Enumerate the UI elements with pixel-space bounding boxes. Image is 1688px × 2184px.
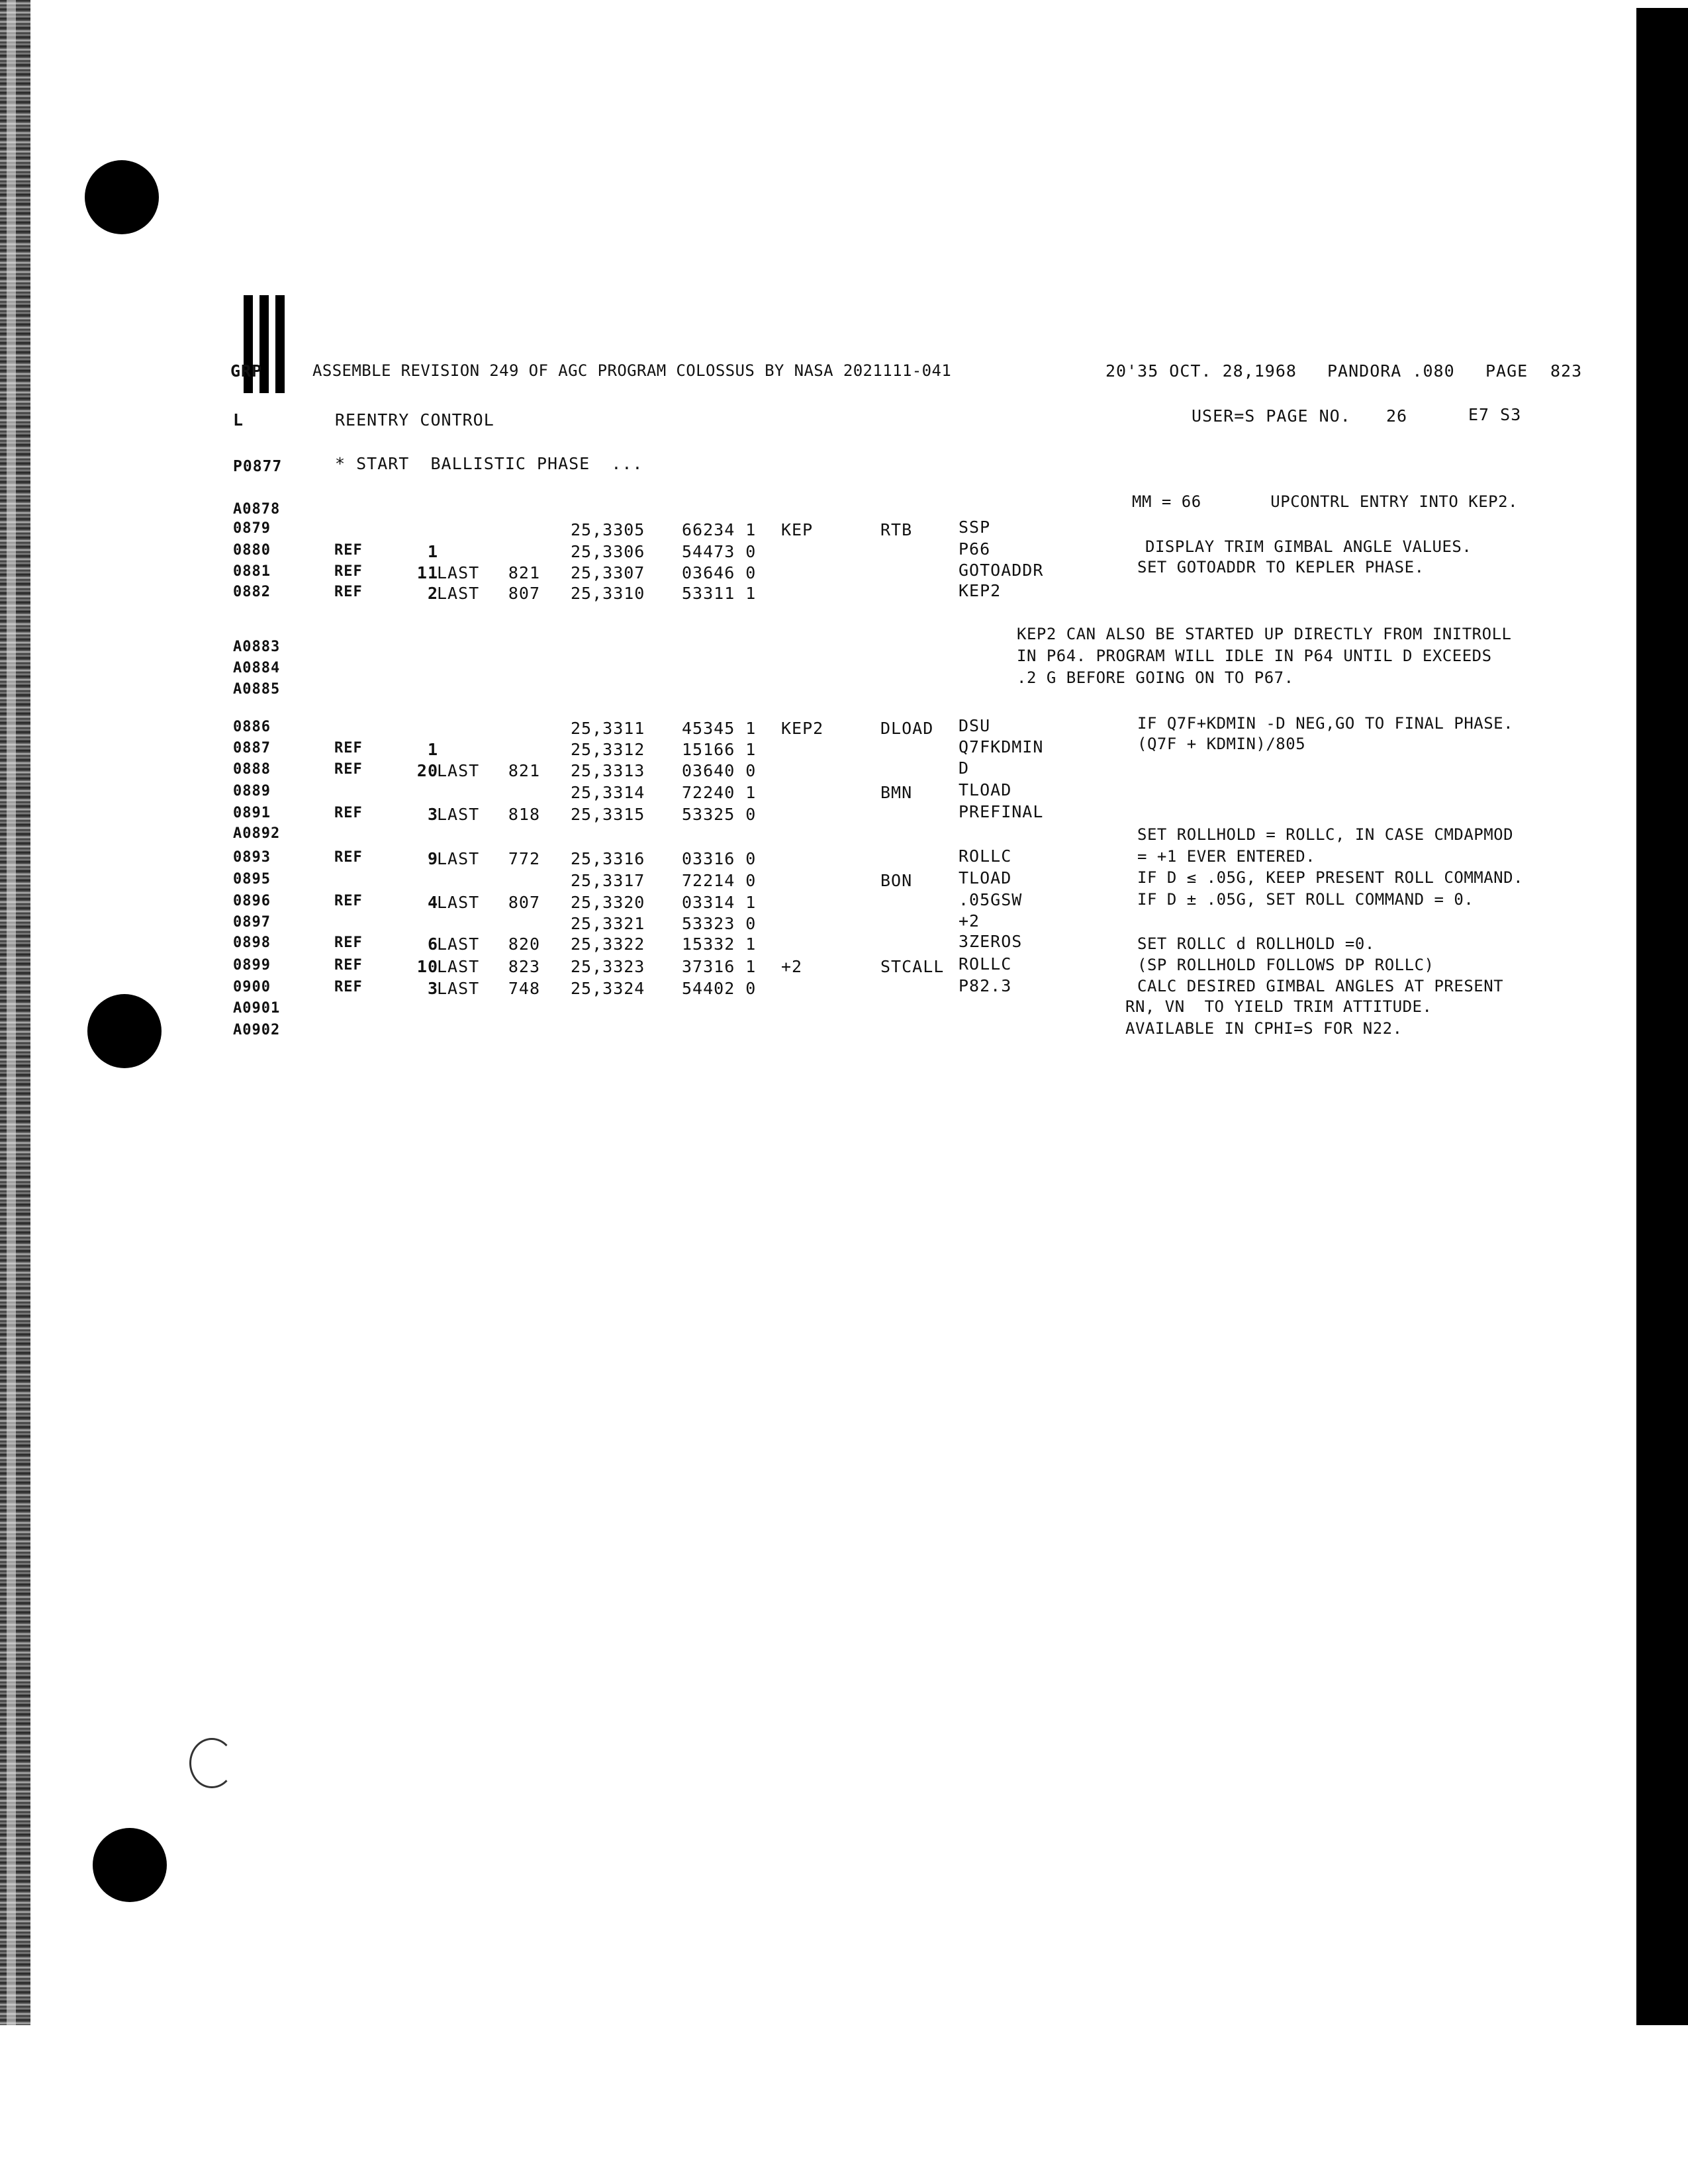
page-number: 823: [1550, 361, 1583, 381]
listing-addr: 25,3316: [571, 849, 645, 868]
listing-addr: 25,3320: [571, 893, 645, 912]
listing-n: 20: [416, 761, 438, 780]
listing-n: 4: [427, 893, 438, 912]
listing-ref: REF: [334, 957, 363, 974]
listing-op: BON: [880, 871, 913, 890]
listing-id: 0899: [233, 957, 271, 974]
listing-id: 0895: [233, 871, 271, 887]
listing-word: 72240 1: [682, 783, 757, 802]
listing-ref: REF: [334, 893, 363, 909]
listing-addr: 25,3324: [571, 979, 645, 998]
listing-addr: 25,3313: [571, 761, 645, 780]
listing-op: BMN: [880, 783, 913, 802]
listing-operand: +2: [959, 911, 980, 931]
listing-comment: DISPLAY TRIM GIMBAL ANGLE VALUES.: [1145, 537, 1472, 556]
scan-left-edge-highlight: [7, 0, 16, 2025]
listing-comment: IN P64. PROGRAM WILL IDLE IN P64 UNTIL D EXCEEDS: [1017, 647, 1492, 665]
listing-operand: Q7FKDMIN: [959, 737, 1044, 756]
listing-comment: KEP2 CAN ALSO BE STARTED UP DIRECTLY FROM INITROLL: [1017, 625, 1512, 643]
listing-addr: 25,3310: [571, 584, 645, 603]
listing-id: 0886: [233, 719, 271, 735]
listing-id: 0887: [233, 740, 271, 756]
listing-ref: REF: [334, 805, 363, 821]
listing-word: 53325 0: [682, 805, 757, 824]
listing-operand: ROLLC: [959, 846, 1012, 866]
listing-ref: REF: [334, 563, 363, 580]
listing-operand: P66: [959, 539, 991, 559]
listing-id: A0892: [233, 825, 281, 842]
punch-hole-middle: [87, 994, 162, 1068]
listing-word: 15332 1: [682, 934, 757, 954]
listing-word: 37316 1: [682, 957, 757, 976]
listing-operand: DSU: [959, 716, 991, 735]
listing-word: 03314 1: [682, 893, 757, 912]
listing-ln: 821: [508, 563, 540, 582]
listing-n: 10: [416, 957, 438, 976]
listing-comment: (SP ROLLHOLD FOLLOWS DP ROLLC): [1137, 956, 1434, 974]
listing-label: KEP2: [781, 719, 824, 738]
listing-operand: TLOAD: [959, 868, 1012, 887]
listing-n: 11: [416, 563, 438, 582]
listing-id: 0898: [233, 934, 271, 951]
listing-ref: REF: [334, 542, 363, 559]
user-page-label: USER=S PAGE NO.: [1192, 406, 1351, 426]
listing-n: 1: [427, 740, 438, 759]
listing-operand: GOTOADDR: [959, 561, 1044, 580]
listing-op: DLOAD: [880, 719, 934, 738]
listing-id: 0891: [233, 805, 271, 821]
listing-addr: 25,3307: [571, 563, 645, 582]
listing-addr: 25,3321: [571, 914, 645, 933]
listing-id: 0888: [233, 761, 271, 778]
listing-operand: SSP: [959, 518, 991, 537]
page-id: GRP: [230, 361, 263, 381]
listing-comment: IF D ≤ .05G, KEEP PRESENT ROLL COMMAND.: [1137, 868, 1524, 887]
listing-last: LAST: [437, 761, 480, 780]
listing-comment: SET ROLLC d ROLLHOLD =0.: [1137, 934, 1375, 953]
listing-label: KEP: [781, 520, 814, 539]
marker-bar-3: [275, 295, 285, 393]
listing-word: 72214 0: [682, 871, 757, 890]
listing-id: 0881: [233, 563, 271, 580]
listing-id: 0889: [233, 783, 271, 799]
binder-ring-mark: [189, 1738, 234, 1788]
listing-id: 0900: [233, 979, 271, 995]
listing-word: 03640 0: [682, 761, 757, 780]
listing-ref: REF: [334, 761, 363, 778]
listing-ref: REF: [334, 849, 363, 866]
listing-id: 0879: [233, 520, 271, 537]
scan-right-edge: [1636, 8, 1688, 2025]
listing-id: A0902: [233, 1022, 281, 1038]
listing-word: 03646 0: [682, 563, 757, 582]
section-name: REENTRY CONTROL: [335, 410, 494, 430]
listing-comment: (Q7F + KDMIN)/805: [1137, 735, 1306, 753]
listing-operand: PREFINAL: [959, 802, 1044, 821]
listing-addr: 25,3323: [571, 957, 645, 976]
listing-operand: P82.3: [959, 976, 1012, 995]
assembly-datetime: 20'35 OCT. 28,1968: [1105, 361, 1297, 381]
listing-word: 54402 0: [682, 979, 757, 998]
listing-last: LAST: [437, 805, 480, 824]
heading-line-id: P0877: [233, 458, 283, 475]
listing-id: 0893: [233, 849, 271, 866]
listing-comment: .2 G BEFORE GOING ON TO P67.: [1017, 668, 1294, 687]
listing-word: 45345 1: [682, 719, 757, 738]
listing-addr: 25,3317: [571, 871, 645, 890]
listing-last: LAST: [437, 584, 480, 603]
page-label: PAGE: [1485, 361, 1528, 381]
listing-ln: 772: [508, 849, 540, 868]
listing-label: +2: [781, 957, 803, 976]
listing-ln: 823: [508, 957, 540, 976]
listing-last: LAST: [437, 563, 480, 582]
listing-operand: ROLLC: [959, 954, 1012, 974]
listing-id: 0897: [233, 914, 271, 931]
listing-ref: REF: [334, 979, 363, 995]
listing-addr: 25,3311: [571, 719, 645, 738]
listing-op: RTB: [880, 520, 913, 539]
user-page-number: 26: [1386, 406, 1408, 426]
listing-word: 54473 0: [682, 542, 757, 561]
listing-addr: 25,3305: [571, 520, 645, 539]
listing-ln: 821: [508, 761, 540, 780]
listing-id: A0878: [233, 501, 281, 518]
listing-comment: IF D ± .05G, SET ROLL COMMAND = 0.: [1137, 890, 1474, 909]
listing-op: STCALL: [880, 957, 945, 976]
listing-addr: 25,3314: [571, 783, 645, 802]
listing-id: 0896: [233, 893, 271, 909]
listing-ln: 807: [508, 893, 540, 912]
listing-addr: 25,3306: [571, 542, 645, 561]
listing-n: 1: [427, 542, 438, 561]
listing-n: 9: [427, 849, 438, 868]
listing-ln: 807: [508, 584, 540, 603]
listing-ref: REF: [334, 584, 363, 600]
listing-id: A0884: [233, 660, 281, 676]
listing-id: A0901: [233, 1000, 281, 1017]
listing-operand: 3ZEROS: [959, 932, 1023, 951]
listing-operand: .05GSW: [959, 890, 1023, 909]
listing-operand: D: [959, 758, 970, 778]
punch-hole-top: [85, 160, 159, 234]
listing-ref: REF: [334, 740, 363, 756]
heading-line-comment: * START BALLISTIC PHASE ...: [335, 454, 643, 473]
listing-id: A0885: [233, 681, 281, 698]
section-code: E7 S3: [1468, 405, 1522, 424]
assembly-title: ASSEMBLE REVISION 249 OF AGC PROGRAM COLOSSUS BY NASA 2021111-041: [312, 361, 952, 380]
listing-operand: TLOAD: [959, 780, 1012, 799]
listing-last: LAST: [437, 979, 480, 998]
listing-n: 6: [427, 934, 438, 954]
listing-comment: IF Q7F+KDMIN -D NEG,GO TO FINAL PHASE.: [1137, 714, 1514, 733]
listing-operand: KEP2: [959, 581, 1002, 600]
punch-hole-bottom: [93, 1828, 167, 1902]
listing-comment: SET ROLLHOLD = ROLLC, IN CASE CMDAPMOD: [1137, 825, 1514, 844]
listing-word: 15166 1: [682, 740, 757, 759]
listing-addr: 25,3312: [571, 740, 645, 759]
listing-addr: 25,3322: [571, 934, 645, 954]
listing-ref: REF: [334, 934, 363, 951]
listing-n: 2: [427, 584, 438, 603]
listing-n: 3: [427, 979, 438, 998]
system-version: PANDORA .080: [1327, 361, 1455, 381]
listing-word: 03316 0: [682, 849, 757, 868]
listing-comment: SET GOTOADDR TO KEPLER PHASE.: [1137, 558, 1425, 576]
listing-comment: MM = 66 UPCONTRL ENTRY INTO KEP2.: [1132, 492, 1519, 511]
listing-last: LAST: [437, 849, 480, 868]
listing-comment: RN, VN TO YIELD TRIM ATTITUDE.: [1125, 997, 1432, 1016]
listing-n: 3: [427, 805, 438, 824]
listing-addr: 25,3315: [571, 805, 645, 824]
listing-comment: AVAILABLE IN CPHI=S FOR N22.: [1125, 1019, 1403, 1038]
listing-comment: CALC DESIRED GIMBAL ANGLES AT PRESENT: [1137, 977, 1504, 995]
listing-ln: 820: [508, 934, 540, 954]
listing-word: 53323 0: [682, 914, 757, 933]
listing-id: 0882: [233, 584, 271, 600]
listing-word: 53311 1: [682, 584, 757, 603]
listing-ln: 818: [508, 805, 540, 824]
listing-id: A0883: [233, 639, 281, 655]
section-marker: L: [233, 410, 244, 430]
listing-last: LAST: [437, 957, 480, 976]
listing-word: 66234 1: [682, 520, 757, 539]
listing-id: 0880: [233, 542, 271, 559]
listing-last: LAST: [437, 934, 480, 954]
listing-comment: = +1 EVER ENTERED.: [1137, 847, 1316, 866]
listing-ln: 748: [508, 979, 540, 998]
listing-last: LAST: [437, 893, 480, 912]
